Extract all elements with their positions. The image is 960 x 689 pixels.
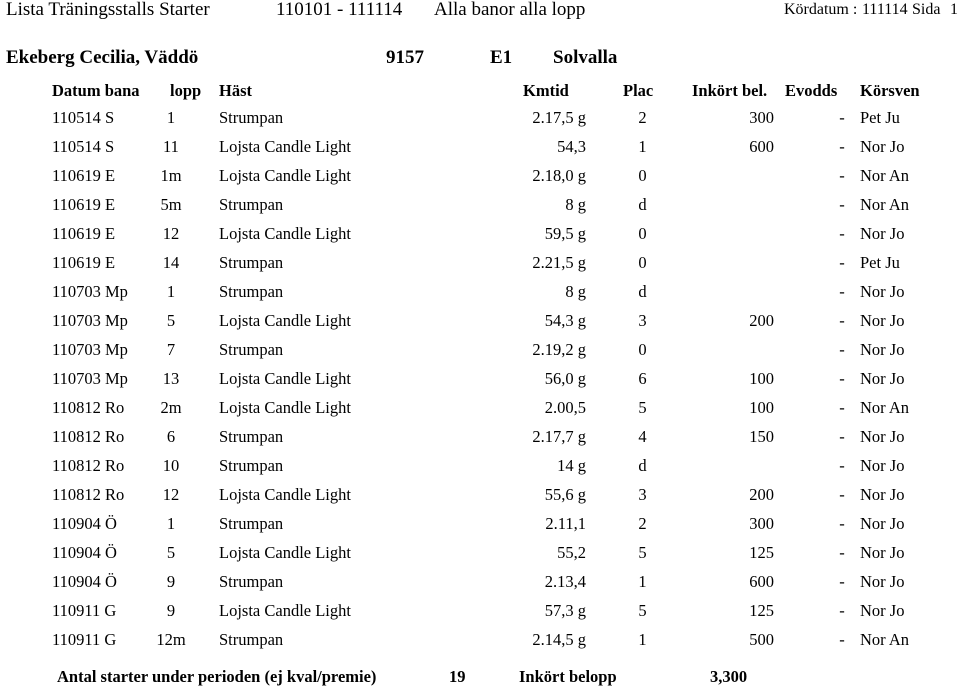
cell-plac: 2: [638, 514, 647, 533]
cell-lopp: 5: [166, 543, 176, 562]
start-count-value: 19: [449, 667, 466, 686]
cell-kmtid: 2.14,5 g: [532, 630, 586, 649]
kordatum-value: 111114: [862, 1, 908, 18]
cell-evodds: -: [839, 456, 845, 475]
cell-datum-bana: 110812 Ro: [52, 398, 125, 417]
cell-datum-bana: 110703 Mp: [52, 369, 128, 388]
cell-plac: 2: [638, 108, 647, 127]
cell-plac: 0: [638, 340, 647, 359]
cell-lopp: 13: [162, 369, 180, 388]
cell-inkort-bel: 500: [749, 630, 774, 649]
cell-hast: Strumpan: [219, 572, 284, 591]
cell-korsven: Nor An: [860, 398, 910, 417]
cell-hast: Strumpan: [219, 514, 284, 533]
cell-plac: 3: [638, 311, 647, 330]
column-header-lopp: lopp: [170, 81, 202, 100]
cell-datum-bana: 110619 E: [52, 224, 116, 243]
cell-evodds: -: [839, 485, 845, 504]
cell-hast: Lojsta Candle Light: [219, 543, 351, 562]
cell-evodds: -: [839, 340, 845, 359]
cell-plac: d: [638, 456, 647, 475]
cell-korsven: Nor Jo: [860, 311, 905, 330]
cell-hast: Strumpan: [219, 340, 284, 359]
table-row: [0, 424, 960, 453]
cell-lopp: 1: [166, 282, 176, 301]
cell-evodds: -: [839, 514, 845, 533]
cell-evodds: -: [839, 398, 845, 417]
column-header-inkort-bel: Inkört bel.: [692, 81, 768, 100]
cell-korsven: Nor Jo: [860, 543, 905, 562]
cell-hast: Lojsta Candle Light: [219, 224, 351, 243]
table-row: [0, 337, 960, 366]
trainer-name: Ekeberg Cecilia, Väddö: [6, 47, 199, 68]
cell-lopp: 5m: [160, 195, 182, 214]
cell-korsven: Nor Jo: [860, 427, 905, 446]
cell-korsven: Pet Ju: [860, 108, 900, 127]
table-row: [0, 105, 960, 134]
cell-lopp: 11: [163, 137, 179, 156]
cell-kmtid: 2.17,7 g: [532, 427, 586, 446]
cell-plac: 1: [638, 137, 647, 156]
cell-lopp: 12: [162, 485, 180, 504]
cell-kmtid: 8 g: [565, 195, 586, 214]
cell-lopp: 9: [166, 601, 176, 620]
cell-hast: Lojsta Candle Light: [219, 601, 351, 620]
cell-kmtid: 54,3 g: [544, 311, 586, 330]
total-amount-value: 3,300: [710, 667, 748, 686]
cell-inkort-bel: 150: [749, 427, 774, 446]
cell-evodds: -: [839, 137, 845, 156]
cell-hast: Lojsta Candle Light: [219, 311, 351, 330]
table-row: [0, 627, 960, 656]
column-header-hast: Häst: [219, 81, 252, 100]
cell-kmtid: 2.11,1: [545, 514, 586, 533]
cell-korsven: Nor Jo: [860, 340, 905, 359]
cell-hast: Strumpan: [219, 108, 284, 127]
cell-korsven: Nor Jo: [860, 369, 905, 388]
cell-datum-bana: 110904 Ö: [52, 572, 117, 591]
start-count-label: Antal starter under perioden (ej kval/premie): [57, 667, 377, 686]
cell-plac: 1: [638, 572, 647, 591]
trainer-track-code: E1: [490, 47, 513, 68]
cell-datum-bana: 110514 S: [52, 108, 115, 127]
cell-lopp: 5: [166, 311, 176, 330]
cell-hast: Lojsta Candle Light: [219, 137, 351, 156]
cell-hast: Strumpan: [219, 427, 284, 446]
cell-kmtid: 2.21,5 g: [532, 253, 586, 272]
cell-lopp: 1m: [160, 166, 182, 185]
cell-lopp: 1: [166, 514, 176, 533]
cell-hast: Lojsta Candle Light: [219, 166, 351, 185]
cell-datum-bana: 110703 Mp: [52, 340, 128, 359]
cell-korsven: Nor Jo: [860, 485, 905, 504]
cell-inkort-bel: 200: [749, 311, 774, 330]
table-row: [0, 511, 960, 540]
cell-kmtid: 56,0 g: [544, 369, 586, 388]
cell-inkort-bel: 100: [749, 398, 774, 417]
cell-inkort-bel: 125: [749, 601, 774, 620]
cell-lopp: 12m: [156, 630, 186, 649]
cell-korsven: Nor Jo: [860, 514, 905, 533]
cell-plac: 0: [638, 253, 647, 272]
cell-datum-bana: 110619 E: [52, 166, 116, 185]
cell-hast: Lojsta Candle Light: [219, 398, 351, 417]
column-header-evodds: Evodds: [785, 81, 838, 100]
trainer-number: 9157: [386, 47, 424, 68]
page-number: 1: [950, 1, 958, 18]
report-scope: Alla banor alla lopp: [434, 0, 586, 20]
cell-lopp: 12: [162, 224, 180, 243]
cell-lopp: 2m: [160, 398, 182, 417]
cell-hast: Lojsta Candle Light: [219, 485, 351, 504]
cell-inkort-bel: 100: [749, 369, 774, 388]
table-row: [0, 395, 960, 424]
cell-kmtid: 2.17,5 g: [532, 108, 586, 127]
cell-datum-bana: 110812 Ro: [52, 456, 125, 475]
cell-datum-bana: 110619 E: [52, 195, 116, 214]
column-header-korsven: Körsven: [860, 81, 920, 100]
cell-plac: 6: [638, 369, 647, 388]
cell-korsven: Nor Jo: [860, 224, 905, 243]
cell-inkort-bel: 125: [749, 543, 774, 562]
cell-kmtid: 2.19,2 g: [532, 340, 586, 359]
cell-datum-bana: 110911 G: [52, 601, 117, 620]
trainer-track-name: Solvalla: [553, 47, 618, 68]
cell-inkort-bel: 600: [749, 137, 774, 156]
column-header-datum-bana: Datum bana: [52, 81, 140, 100]
kordatum-label: Kördatum :: [784, 1, 858, 18]
cell-korsven: Nor An: [860, 166, 910, 185]
cell-kmtid: 14 g: [557, 456, 586, 475]
cell-kmtid: 57,3 g: [544, 601, 586, 620]
cell-datum-bana: 110703 Mp: [52, 311, 128, 330]
total-amount-label: Inkört belopp: [519, 667, 617, 686]
cell-lopp: 14: [162, 253, 180, 272]
cell-kmtid: 55,2: [557, 543, 586, 562]
column-header-plac: Plac: [623, 81, 654, 100]
table-row: [0, 482, 960, 511]
cell-datum-bana: 110619 E: [52, 253, 116, 272]
cell-plac: 5: [638, 398, 647, 417]
table-row: [0, 453, 960, 482]
table-row: [0, 279, 960, 308]
cell-kmtid: 2.00,5: [544, 398, 586, 417]
cell-lopp: 6: [166, 427, 176, 446]
cell-korsven: Nor An: [860, 195, 910, 214]
cell-evodds: -: [839, 311, 845, 330]
cell-evodds: -: [839, 224, 845, 243]
table-row: [0, 134, 960, 163]
table-row: [0, 221, 960, 250]
cell-korsven: Nor Jo: [860, 282, 905, 301]
cell-plac: 5: [638, 543, 647, 562]
table-row: [0, 598, 960, 627]
cell-hast: Strumpan: [219, 195, 284, 214]
report-period: 110101 - 111114: [276, 0, 403, 20]
cell-korsven: Nor Jo: [860, 456, 905, 475]
cell-plac: 4: [638, 427, 647, 446]
cell-lopp: 9: [166, 572, 176, 591]
cell-evodds: -: [839, 166, 845, 185]
cell-kmtid: 2.18,0 g: [532, 166, 586, 185]
table-row: [0, 308, 960, 337]
cell-plac: 0: [638, 166, 647, 185]
cell-datum-bana: 110812 Ro: [52, 485, 125, 504]
column-header-kmtid: Kmtid: [523, 81, 569, 100]
table-row: [0, 569, 960, 598]
cell-datum-bana: 110904 Ö: [52, 514, 117, 533]
cell-kmtid: 54,3: [557, 137, 586, 156]
cell-plac: 0: [638, 224, 647, 243]
cell-kmtid: 2.13,4: [544, 572, 586, 591]
table-row: [0, 250, 960, 279]
cell-datum-bana: 110911 G: [52, 630, 117, 649]
cell-lopp: 1: [166, 108, 176, 127]
table-row: [0, 192, 960, 221]
page-label: Sida: [912, 1, 941, 18]
cell-evodds: -: [839, 369, 845, 388]
table-row: [0, 163, 960, 192]
cell-hast: Strumpan: [219, 282, 284, 301]
cell-inkort-bel: 300: [749, 514, 774, 533]
cell-plac: 5: [638, 601, 647, 620]
cell-korsven: Nor Jo: [860, 572, 905, 591]
cell-lopp: 7: [166, 340, 176, 359]
cell-hast: Lojsta Candle Light: [219, 369, 351, 388]
cell-evodds: -: [839, 630, 845, 649]
table-row: [0, 366, 960, 395]
cell-inkort-bel: 600: [749, 572, 774, 591]
cell-evodds: -: [839, 282, 845, 301]
cell-datum-bana: 110514 S: [52, 137, 115, 156]
cell-korsven: Pet Ju: [860, 253, 900, 272]
cell-kmtid: 8 g: [565, 282, 586, 301]
report-title: Lista Träningsstalls Starter: [6, 0, 210, 20]
cell-korsven: Nor Jo: [860, 137, 905, 156]
cell-hast: Strumpan: [219, 456, 284, 475]
cell-plac: 1: [638, 630, 647, 649]
cell-inkort-bel: 200: [749, 485, 774, 504]
cell-kmtid: 59,5 g: [544, 224, 586, 243]
cell-lopp: 10: [162, 456, 180, 475]
cell-evodds: -: [839, 601, 845, 620]
cell-plac: d: [638, 282, 647, 301]
cell-datum-bana: 110812 Ro: [52, 427, 125, 446]
cell-plac: 3: [638, 485, 647, 504]
table-row: [0, 540, 960, 569]
cell-evodds: -: [839, 108, 845, 127]
cell-kmtid: 55,6 g: [544, 485, 586, 504]
cell-evodds: -: [839, 427, 845, 446]
cell-hast: Strumpan: [219, 253, 284, 272]
cell-inkort-bel: 300: [749, 108, 774, 127]
cell-korsven: Nor An: [860, 630, 910, 649]
cell-evodds: -: [839, 195, 845, 214]
cell-hast: Strumpan: [219, 630, 284, 649]
cell-datum-bana: 110703 Mp: [52, 282, 128, 301]
cell-evodds: -: [839, 543, 845, 562]
cell-evodds: -: [839, 253, 845, 272]
cell-korsven: Nor Jo: [860, 601, 905, 620]
cell-datum-bana: 110904 Ö: [52, 543, 117, 562]
cell-evodds: -: [839, 572, 845, 591]
cell-plac: d: [638, 195, 647, 214]
